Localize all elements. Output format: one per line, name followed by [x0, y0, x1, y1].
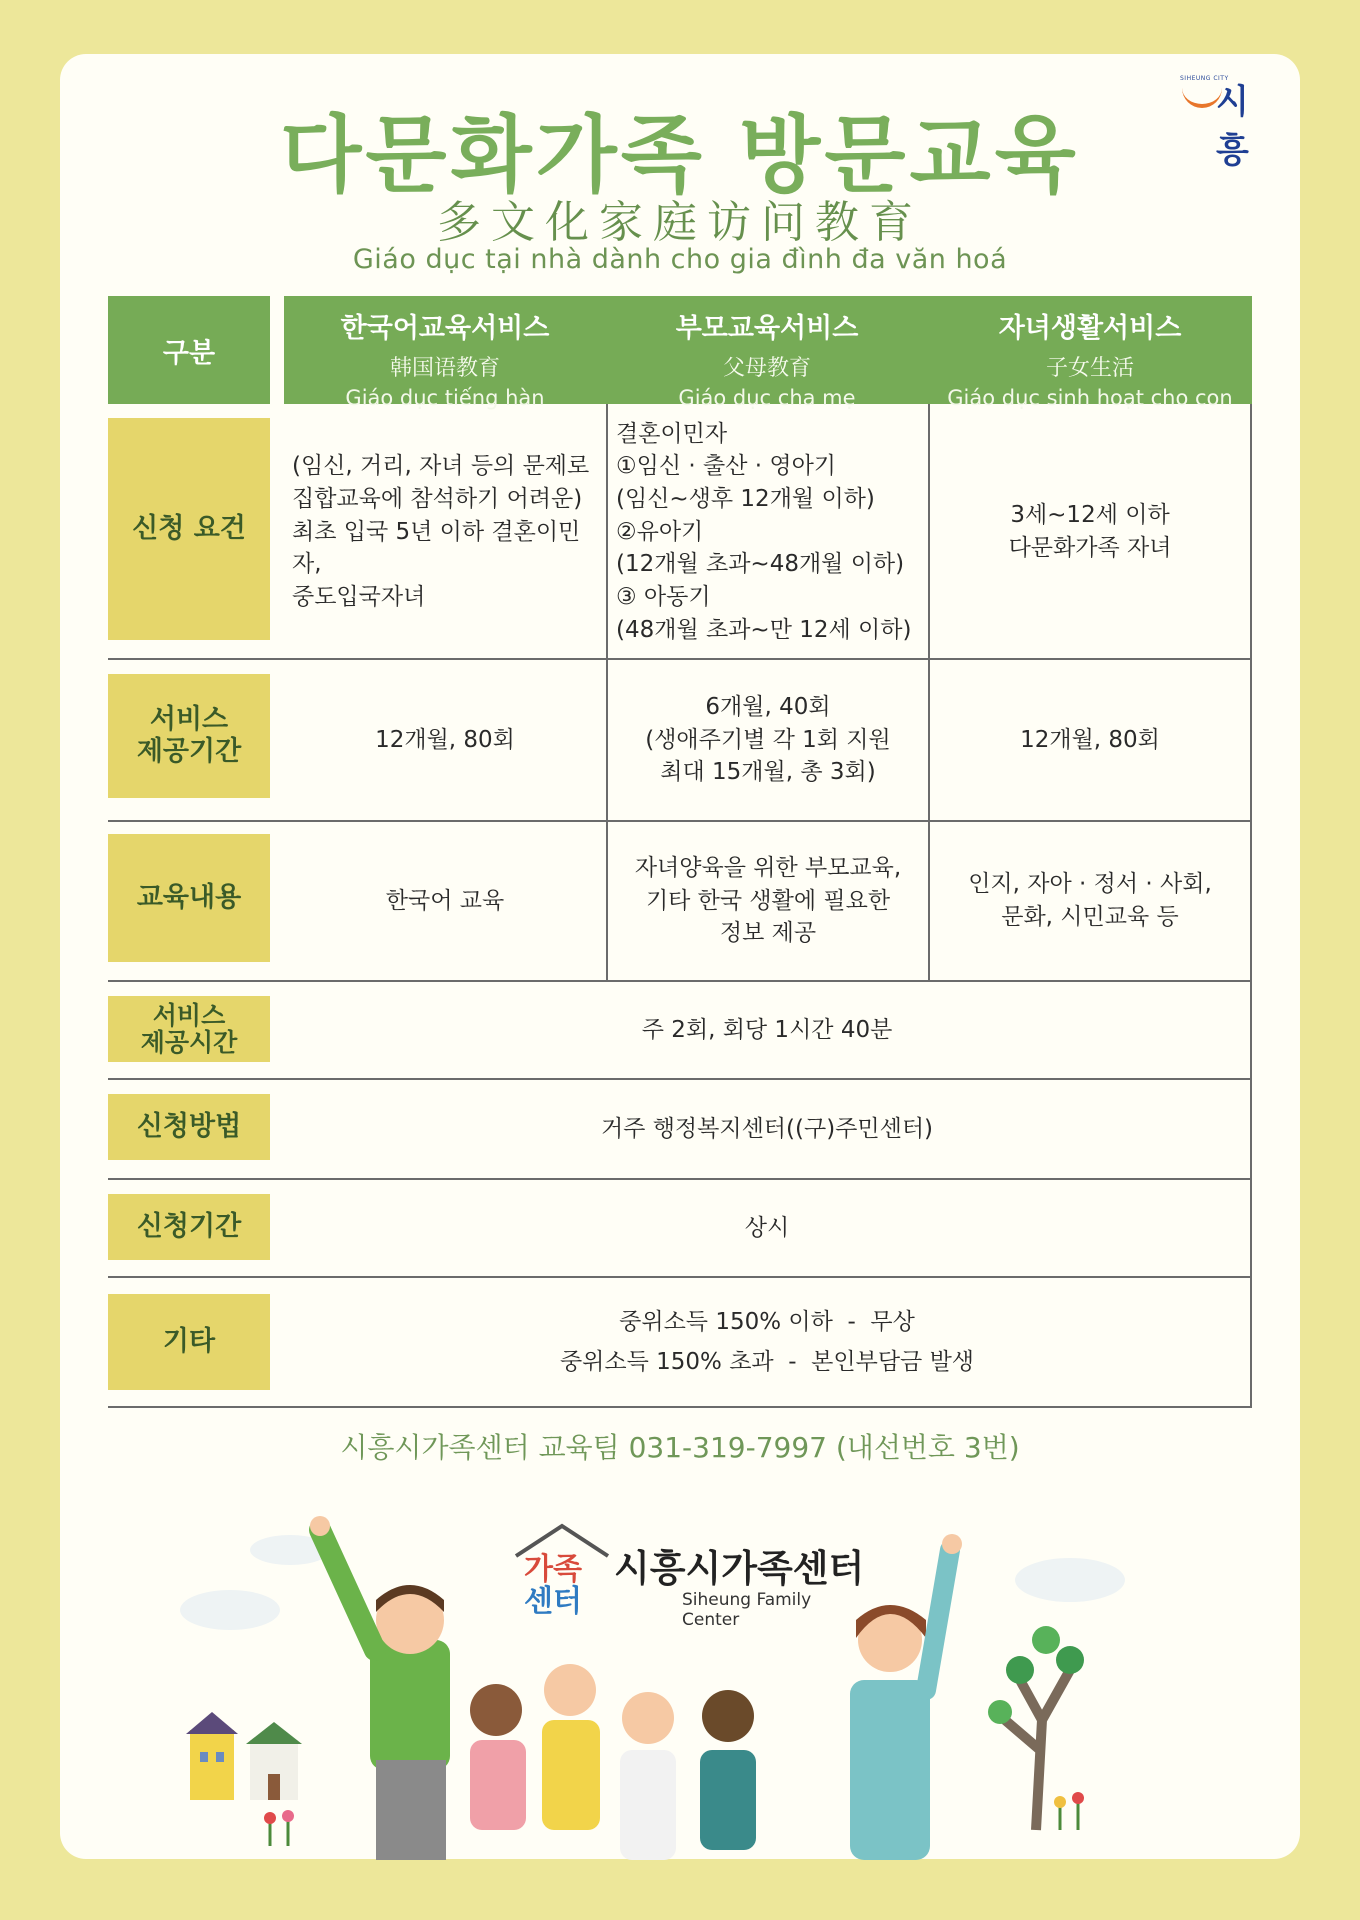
header-label-vi: Giáo dục tiếng hàn — [345, 386, 545, 410]
center-name-english: Siheung Family Center — [682, 1590, 812, 1630]
row-label-apply-period: 신청기간 — [108, 1194, 270, 1260]
header-parent-service — [606, 296, 928, 410]
logo-text-family: 가족 — [524, 1552, 582, 1587]
page-title-chinese: 多文化家庭访问教育 — [437, 197, 923, 248]
cell-text: 6개월, 40회 (생애주기별 각 1회 지원 최대 15개월, 총 3회) — [645, 694, 891, 786]
cell-eligibility-korean — [284, 406, 606, 658]
header-label: 자녀생활서비스 — [998, 313, 1182, 344]
cell-content-parent — [608, 822, 928, 980]
cell-text: 자녀양육을 위한 부모교육, 기타 한국 생활에 필요한 정보 제공 — [634, 855, 902, 947]
cell-text: 주 2회, 회당 1시간 40분 — [641, 1016, 893, 1043]
center-name: 시흥시가족센터 — [614, 1547, 865, 1590]
cell-text: 인지, 자아 · 정서 · 사회, 문화, 시민교육 등 — [968, 871, 1212, 930]
cell-period-parent — [608, 660, 928, 820]
row-label-eligibility: 신청 요건 — [108, 418, 270, 640]
tree-icon — [988, 1626, 1084, 1830]
cell-text: 중위소득 150% 이하 - 무상 중위소득 150% 초과 - 본인부담금 발생 — [559, 1308, 975, 1375]
cell-service-time — [284, 982, 1250, 1078]
cell-text: 3세~12세 이하 다문화가족 자녀 — [1008, 502, 1172, 561]
cell-eligibility-parent — [608, 406, 928, 658]
page-title-vietnamese: Giáo dục tại nhà dành cho gia đình đa văn hoá — [352, 244, 1008, 275]
header-category: 구분 — [108, 296, 270, 404]
header-label: 부모교육서비스 — [675, 313, 859, 344]
row-divider — [108, 1406, 1252, 1408]
cell-other — [284, 1278, 1250, 1406]
page-title: 다문화가족 방문교육 — [280, 106, 1080, 204]
row-label-service-time: 서비스 제공시간 — [108, 996, 270, 1062]
contact-info: 시흥시가족센터 교육팀 031-319-7997 (내선번호 3번) — [340, 1431, 1020, 1464]
column-divider — [1250, 404, 1252, 1408]
logo-text-center: 센터 — [524, 1584, 582, 1619]
cell-period-child — [930, 660, 1250, 820]
row-label-apply-method: 신청방법 — [108, 1094, 270, 1160]
header-label-zh: 父母教育 — [722, 356, 811, 381]
cell-text: 결혼이민자 ①임신 · 출산 · 영아기 (임신~생후 12개월 이하) ②유아기 (12개월 초과~48개월 이하) ③ 아동기 (48개월 초과~만 12세 이하) — [616, 420, 912, 643]
cell-text: 12개월, 80회 — [375, 726, 515, 753]
house-icon — [186, 1712, 302, 1800]
cell-text: 한국어 교육 — [385, 887, 505, 914]
header-label-vi: Giáo dục sinh hoạt cho con — [947, 386, 1233, 410]
children-figures — [470, 1664, 756, 1860]
cell-text: (임신, 거리, 자녀 등의 문제로 집합교육에 참석하기 어려운) 최초 입국 5년 이하 결혼이민자, 중도입국자녀 — [292, 453, 590, 610]
header-child-service — [928, 296, 1252, 410]
cell-text: 12개월, 80회 — [1020, 726, 1160, 753]
row-label-service-period: 서비스 제공기간 — [108, 674, 270, 798]
header-label-vi: Giáo dục cha mẹ — [678, 386, 856, 410]
father-figure — [310, 1516, 450, 1860]
row-label-content: 교육내용 — [108, 834, 270, 962]
service-table — [108, 296, 1252, 1408]
cell-period-korean — [284, 660, 606, 820]
cell-content-child — [930, 822, 1250, 980]
row-label-other: 기타 — [108, 1294, 270, 1390]
city-caption: SIHEUNG CITY — [1180, 75, 1229, 82]
header-korean-service — [284, 296, 606, 410]
header-label-zh: 韩国语教育 — [389, 356, 500, 381]
header-label-zh: 子女生活 — [1045, 356, 1134, 381]
cell-eligibility-child — [930, 406, 1250, 658]
header-label: 한국어교육서비스 — [340, 313, 550, 344]
cell-content-korean — [284, 822, 606, 980]
cell-apply-period — [284, 1180, 1250, 1276]
cell-text: 거주 행정복지센터((구)주민센터) — [600, 1115, 934, 1142]
cell-text: 상시 — [744, 1214, 790, 1241]
family-illustration — [170, 1490, 1130, 1860]
cell-apply-method — [284, 1080, 1250, 1178]
mother-figure — [850, 1534, 962, 1860]
city-logo-text: 시흥 — [1216, 82, 1249, 171]
